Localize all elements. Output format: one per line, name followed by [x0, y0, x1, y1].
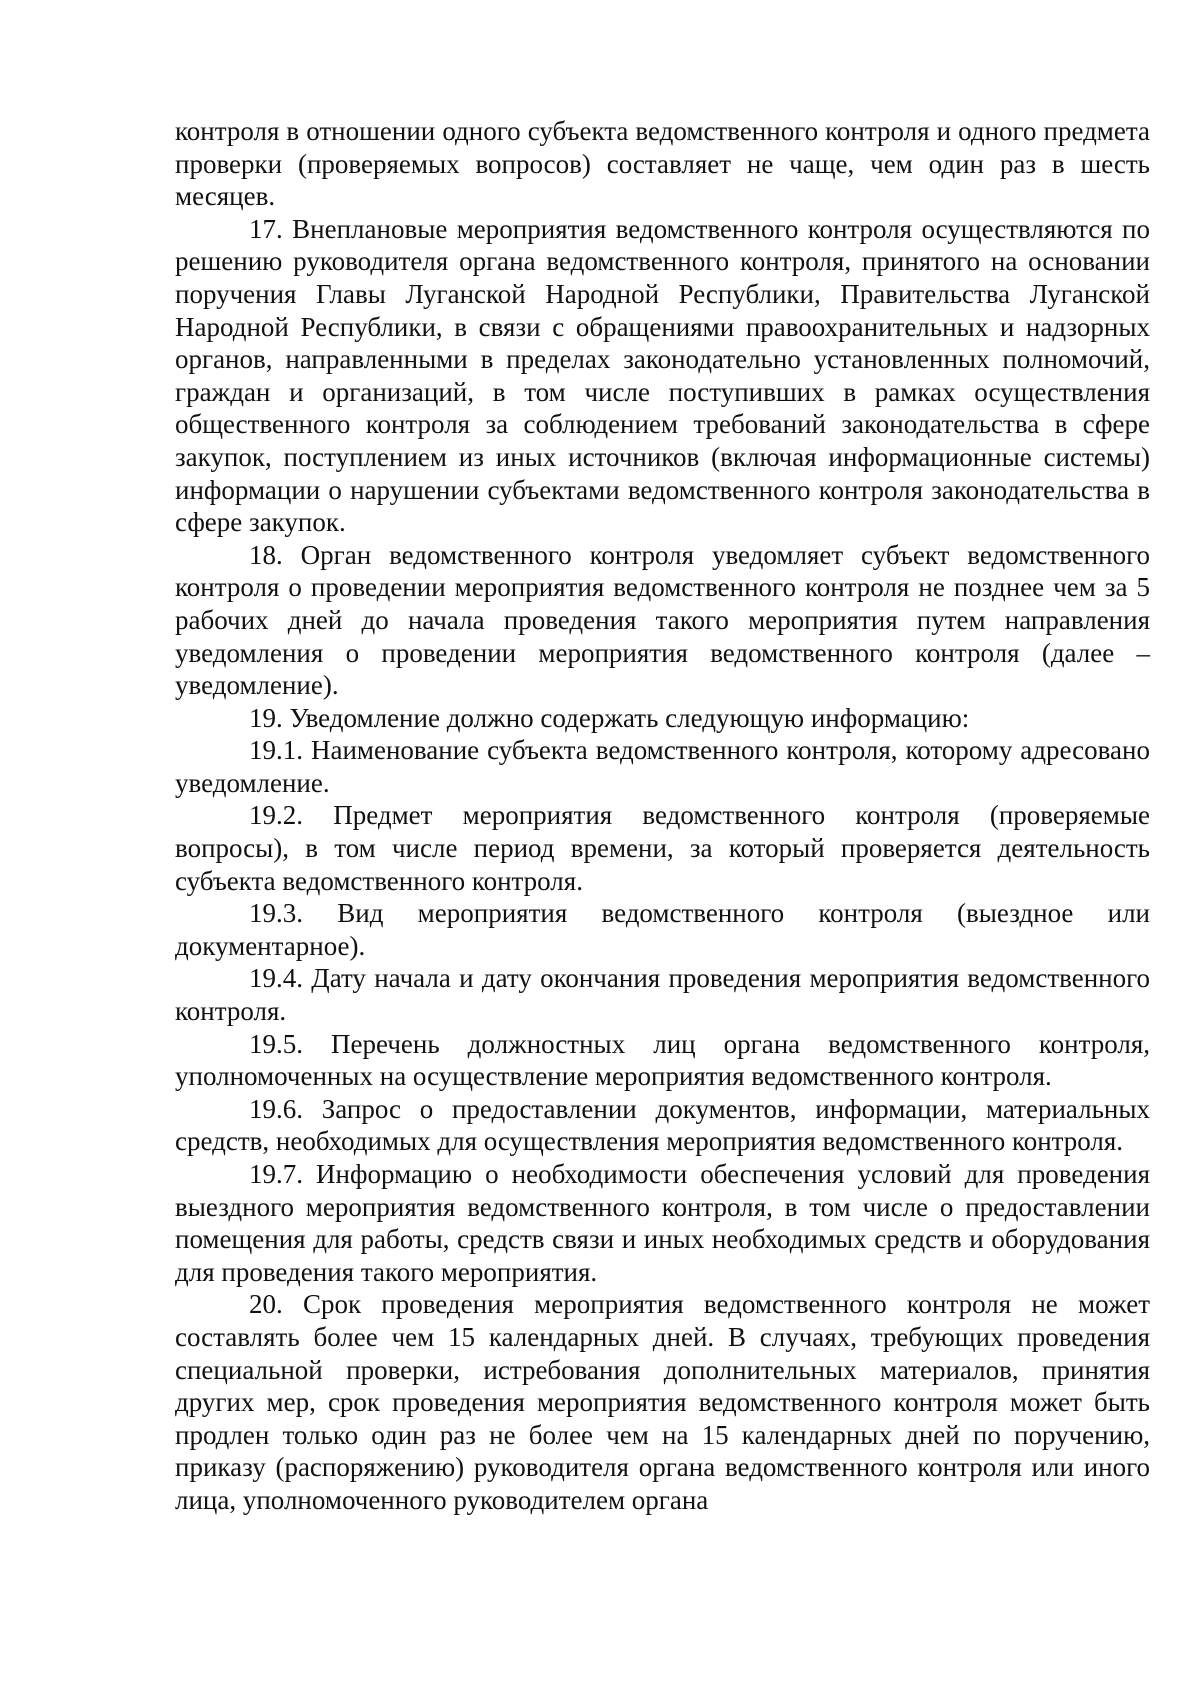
paragraph-19-5: 19.5. Перечень должностных лиц органа ведомственного контроля, уполномоченных на осуществление мероприятия ведомственного контроля. [175, 1028, 1150, 1092]
paragraph-18: 18. Орган ведомственного контроля уведомляет субъект ведомственного контроля о проведении мероприятия ведомственного контроля не позднее чем за 5 рабочих дней до начала проведения такого мероприятия путем направления уведомления о проведении мероприятия ведомственного контроля (далее – уведомление). [175, 539, 1150, 701]
paragraph-19: 19. Уведомление должно содержать следующую информацию: [249, 702, 970, 733]
paragraph-19-1: 19.1. Наименование субъекта ведомственного контроля, которому адресовано уведомление. [175, 735, 1150, 798]
paragraph-continuation: контроля в отношении одного субъекта ведомственного контроля и одного предмета проверки (проверяемых вопросов) составляет не чаще, чем один раз в шесть месяцев. [175, 116, 1150, 212]
paragraph-19-2: 19.2. Предмет мероприятия ведомственного контроля (проверяемые вопросы), в том числе период времени, за который проверяется деятельность субъекта ведомственного контроля. [175, 800, 1150, 896]
paragraph-17: 17. Внеплановые мероприятия ведомственного контроля осуществляются по решению руководителя органа ведомственного контроля, принятого на основании поручения Главы Луганской Народной Республики, Правительства Луганской Народной Республики, в связи с обращениями правоохранительных и надзорных органов, направленными в пределах законодательно установленных полномочий, граждан и организаций, в том числе поступивших в рамках осуществления общественного контроля за соблюдением требований законодательства в сфере закупок, поступлением из иных источников (включая информационные системы) информации о нарушении субъектами ведомственного контроля законодательства в сфере закупок. [175, 213, 1150, 538]
document-body [175, 115, 1150, 1517]
paragraph-19-4: 19.4. Дату начала и дату окончания проведения мероприятия ведомственного контроля. [175, 963, 1150, 1027]
paragraph-19-6: 19.6. Запрос о предоставлении документов, информации, материальных средств, необходимых для осуществления мероприятия ведомственного контроля. [175, 1093, 1150, 1157]
paragraph-19-3: 19.3. Вид мероприятия ведомственного контроля (выездное или документарное). [175, 898, 1150, 961]
paragraph-19-7: 19.7. Информацию о необходимости обеспечения условий для проведения выездного мероприятия ведомственного контроля, в том числе о предоставлении помещения для работы, средств связи и иных необходимых средств и оборудования для проведения такого мероприятия. [175, 1159, 1150, 1287]
paragraph-20: 20. Срок проведения мероприятия ведомственного контроля не может составлять более чем 15 календарных дней. В случаях, требующих проведения специальной проверки, истребования дополнительных материалов, принятия других мер, срок проведения мероприятия ведомственного контроля может быть продлен только один раз не более чем на 15 календарных дней по поручению, приказу (распоряжению) руководителя органа ведомственного контроля или иного лица, уполномоченного руководителем органа [175, 1289, 1150, 1515]
